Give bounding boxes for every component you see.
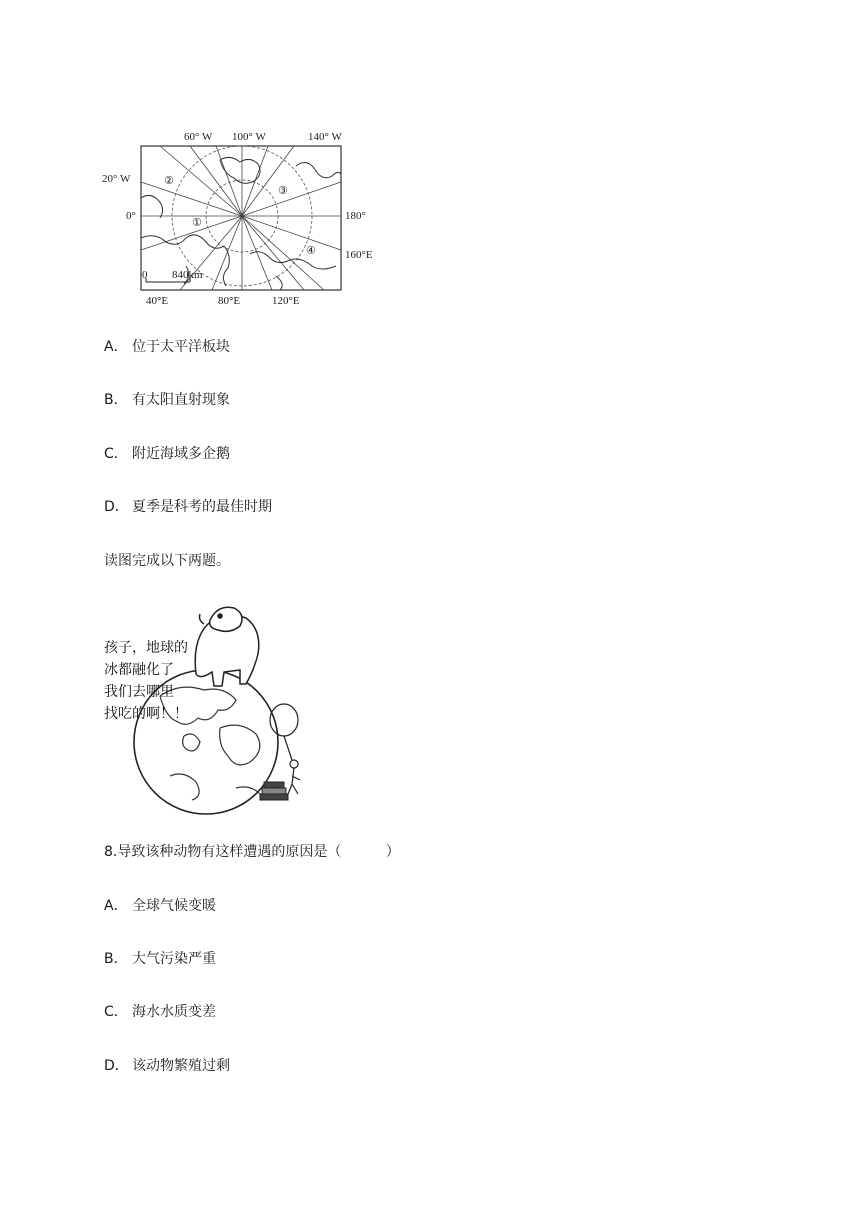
q7-option-d [104, 498, 272, 516]
q8-stem: 8.导致该种动物有这样遭遇的原因是（ ） [104, 844, 400, 860]
map-label-60w: 60° W [184, 131, 213, 143]
option-text: 海水水质变差 [132, 1004, 216, 1020]
meridian-lines [141, 146, 341, 290]
map-label-20w: 20° W [102, 173, 131, 185]
map-label-80e: 80°E [218, 295, 241, 307]
option-letter: A． [104, 898, 128, 914]
scale-end-label: 840km [172, 269, 203, 281]
map-label-0: 0° [126, 210, 136, 222]
speech-line-2: 冰都融化了 [104, 662, 174, 678]
map-label-120e: 120°E [272, 295, 300, 307]
region-marker-4: ④ [306, 245, 316, 257]
option-text: 全球气候变暖 [132, 898, 216, 914]
speech-line-4: 找吃的啊！！ [104, 706, 188, 722]
polar-map-figure [100, 126, 384, 310]
option-letter: B． [104, 951, 128, 967]
option-text: 大气污染严重 [132, 951, 216, 967]
map-label-160e: 160°E [345, 249, 373, 261]
option-letter: D． [104, 1058, 129, 1074]
scale-start-label: 0 [142, 269, 148, 281]
cartoon-figure [100, 600, 314, 816]
polar-map-svg [100, 126, 384, 310]
region-marker-2: ② [164, 175, 174, 187]
option-text: 有太阳直射现象 [132, 392, 230, 408]
map-label-180: 180° [345, 210, 366, 222]
q7-option-a [104, 338, 230, 356]
option-text: 夏季是科考的最佳时期 [132, 499, 272, 515]
q8-option-b [104, 950, 216, 968]
q8-option-c [104, 1003, 216, 1021]
region-marker-1: ① [192, 217, 202, 229]
q8-option-a [104, 897, 216, 915]
option-letter: C． [104, 1004, 128, 1020]
option-text: 位于太平洋板块 [132, 339, 230, 355]
option-letter: D． [104, 499, 129, 515]
option-letter: B． [104, 392, 128, 408]
q8-option-d [104, 1057, 230, 1075]
q7-option-b [104, 391, 230, 409]
map-label-40e: 40°E [146, 295, 169, 307]
option-text: 附近海域多企鹅 [132, 446, 230, 462]
region-marker-3: ③ [278, 185, 288, 197]
q7-option-c [104, 445, 230, 463]
map-label-140w: 140° W [308, 131, 342, 143]
option-text: 该动物繁殖过剩 [132, 1058, 230, 1074]
option-letter: A． [104, 339, 128, 355]
option-letter: C． [104, 446, 128, 462]
instruction-text: 读图完成以下两题。 [104, 553, 230, 569]
speech-line-3: 我们去哪里 [104, 684, 174, 700]
cartoon-svg [100, 600, 314, 816]
map-label-100w: 100° W [232, 131, 266, 143]
books-drawing [260, 782, 288, 800]
speech-line-1: 孩子，地球的 [104, 640, 188, 656]
